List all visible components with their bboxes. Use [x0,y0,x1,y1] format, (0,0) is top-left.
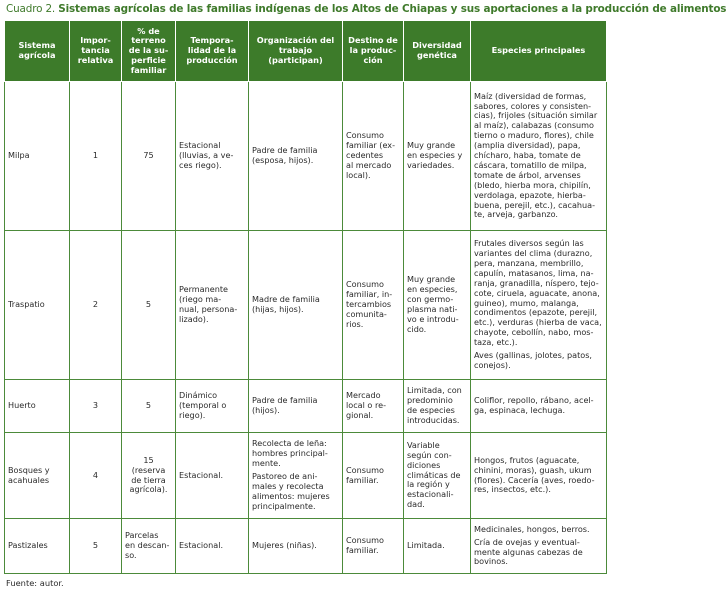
header-terreno: % de terreno de la su- perficie familiar [122,21,176,82]
cell-terreno: 75 [122,82,176,231]
cell-especies [471,433,607,519]
header-destino: Destino de la produc- ción [343,21,404,82]
header-importancia: Impor- tancia relativa [70,21,122,82]
especies-text: Maíz (diversidad de formas, sabores, colores y consisten- cias), frijoles (situación similar al maíz), calabazas (consumo tierno o maduro, flores), chile (amplia diversidad), papa, chícharo, haba, tomate de cáscara, tomatillo de milpa, tomate de árbol, arvenses (bledo, hierba mora, chipilín, verdolaga, epazote, hierba- buena, perejil, etc.), cacahua- te, arveja, garbanzo. [474,90,598,220]
organizacion-text-2: Pastoreo de ani- males y recolecta alimentos: mujeres principalmente. [252,471,330,511]
cell-diversidad: Limitada, con predominio de especies introducidas. [404,380,471,433]
organizacion-text: Padre de familia (hijos). [252,395,318,415]
cell-terreno: 5 [122,380,176,433]
cell-importancia: 5 [70,519,122,574]
cell-temporalidad: Estacional. [176,519,249,574]
especies-text-2: Cría de ovejas y eventual- mente algunas cabezas de bovinos. [474,536,583,567]
especies-text-2: Aves (gallinas, jolotes, patos, conejos). [474,350,593,370]
cell-destino: Consumo familiar (ex- cedentes al mercado local). [343,82,404,231]
organizacion-text: Padre de familia (esposa, hijos). [252,145,318,165]
cell-destino: Consumo familiar. [343,519,404,574]
cell-especies [471,231,607,380]
organizacion-text: Madre de familia (hijas, hijos). [252,294,320,314]
table-caption [6,3,726,15]
cell-especies [471,380,607,433]
caption-label: Cuadro 2. [6,3,56,15]
especies-text: Medicinales, hongos, berros. [474,523,590,534]
organizacion-text: Recolecta de leña: hombres principal- mente. [252,438,328,469]
cell-organizacion [249,519,343,574]
cell-temporalidad: Estacional (lluvias, a ve- ces riego). [176,82,249,231]
cell-diversidad: Variable según con- diciones climáticas de la región y estacionali- dad. [404,433,471,519]
header-diversidad: Diversidad genética [404,21,471,82]
cell-terreno: 15 (reserva de tierra agrícola). [122,433,176,519]
cell-temporalidad: Estacional. [176,433,249,519]
especies-text: Hongos, frutos (aguacate, chinini, moras), guash, ukum (flores). Cacería (aves, roedo- res, insectos, etc.). [474,454,595,495]
cell-terreno: 5 [122,231,176,380]
cell-diversidad: Muy grande en especies y variedades. [404,82,471,231]
cell-organizacion [249,433,343,519]
cell-importancia: 3 [70,380,122,433]
cell-especies [471,519,607,574]
organizacion-text: Mujeres (niñas). [252,540,317,551]
especies-text: Frutales diversos según las variantes del clima (durazno, pera, manzana, membrillo, capulín, matasanos, lima, na- ranja, granadilla, níspero, tejo- cote, ciruela, aguacate, anona, guineo), mumo, malanga, condimentos (epazote, perejil, etc.), verduras (hierba de vaca, chayote, cebollín, nabo, mos- taza, etc.). [474,238,602,348]
header-sistema: Sistema agrícola [5,21,70,82]
especies-text: Coliflor, repollo, rábano, acel- ga, espinaca, lechuga. [474,395,594,415]
cell-organizacion [249,380,343,433]
table-row [5,519,607,574]
cell-organizacion [249,82,343,231]
cell-importancia: 2 [70,231,122,380]
cell-sistema: Huerto [5,380,70,433]
cell-diversidad: Limitada. [404,519,471,574]
table-row [5,380,607,433]
cell-sistema: Pastizales [5,519,70,574]
cell-importancia: 4 [70,433,122,519]
header-organizacion: Organización del trabajo (participan) [249,21,343,82]
header-row [5,21,607,82]
header-especies: Especies principales [471,21,607,82]
cell-destino: Consumo familiar, in- tercambios comunita- rios. [343,231,404,380]
agricultural-systems-table [4,20,607,574]
caption-title: Sistemas agrícolas de las familias indígenas de los Altos de Chiapas y sus aportaciones a la producción de alimentos [58,3,726,15]
cell-importancia: 1 [70,82,122,231]
cell-sistema: Bosques y acahuales [5,433,70,519]
table-row [5,433,607,519]
cell-sistema: Milpa [5,82,70,231]
cell-especies [471,82,607,231]
cell-sistema: Traspatio [5,231,70,380]
table-row [5,82,607,231]
source-note: Fuente: autor. [6,578,64,588]
header-temporalidad: Tempora- lidad de la producción [176,21,249,82]
cell-temporalidad: Dinámico (temporal o riego). [176,380,249,433]
cell-terreno: Parcelas en descan- so. [122,519,176,574]
cell-destino: Consumo familiar. [343,433,404,519]
table-row [5,231,607,380]
cell-destino: Mercado local o re- gional. [343,380,404,433]
cell-organizacion [249,231,343,380]
cell-temporalidad: Permanente (riego ma- nual, persona- lizado). [176,231,249,380]
cell-diversidad: Muy grande en especies, con germo- plasma nati- vo e introdu- cido. [404,231,471,380]
